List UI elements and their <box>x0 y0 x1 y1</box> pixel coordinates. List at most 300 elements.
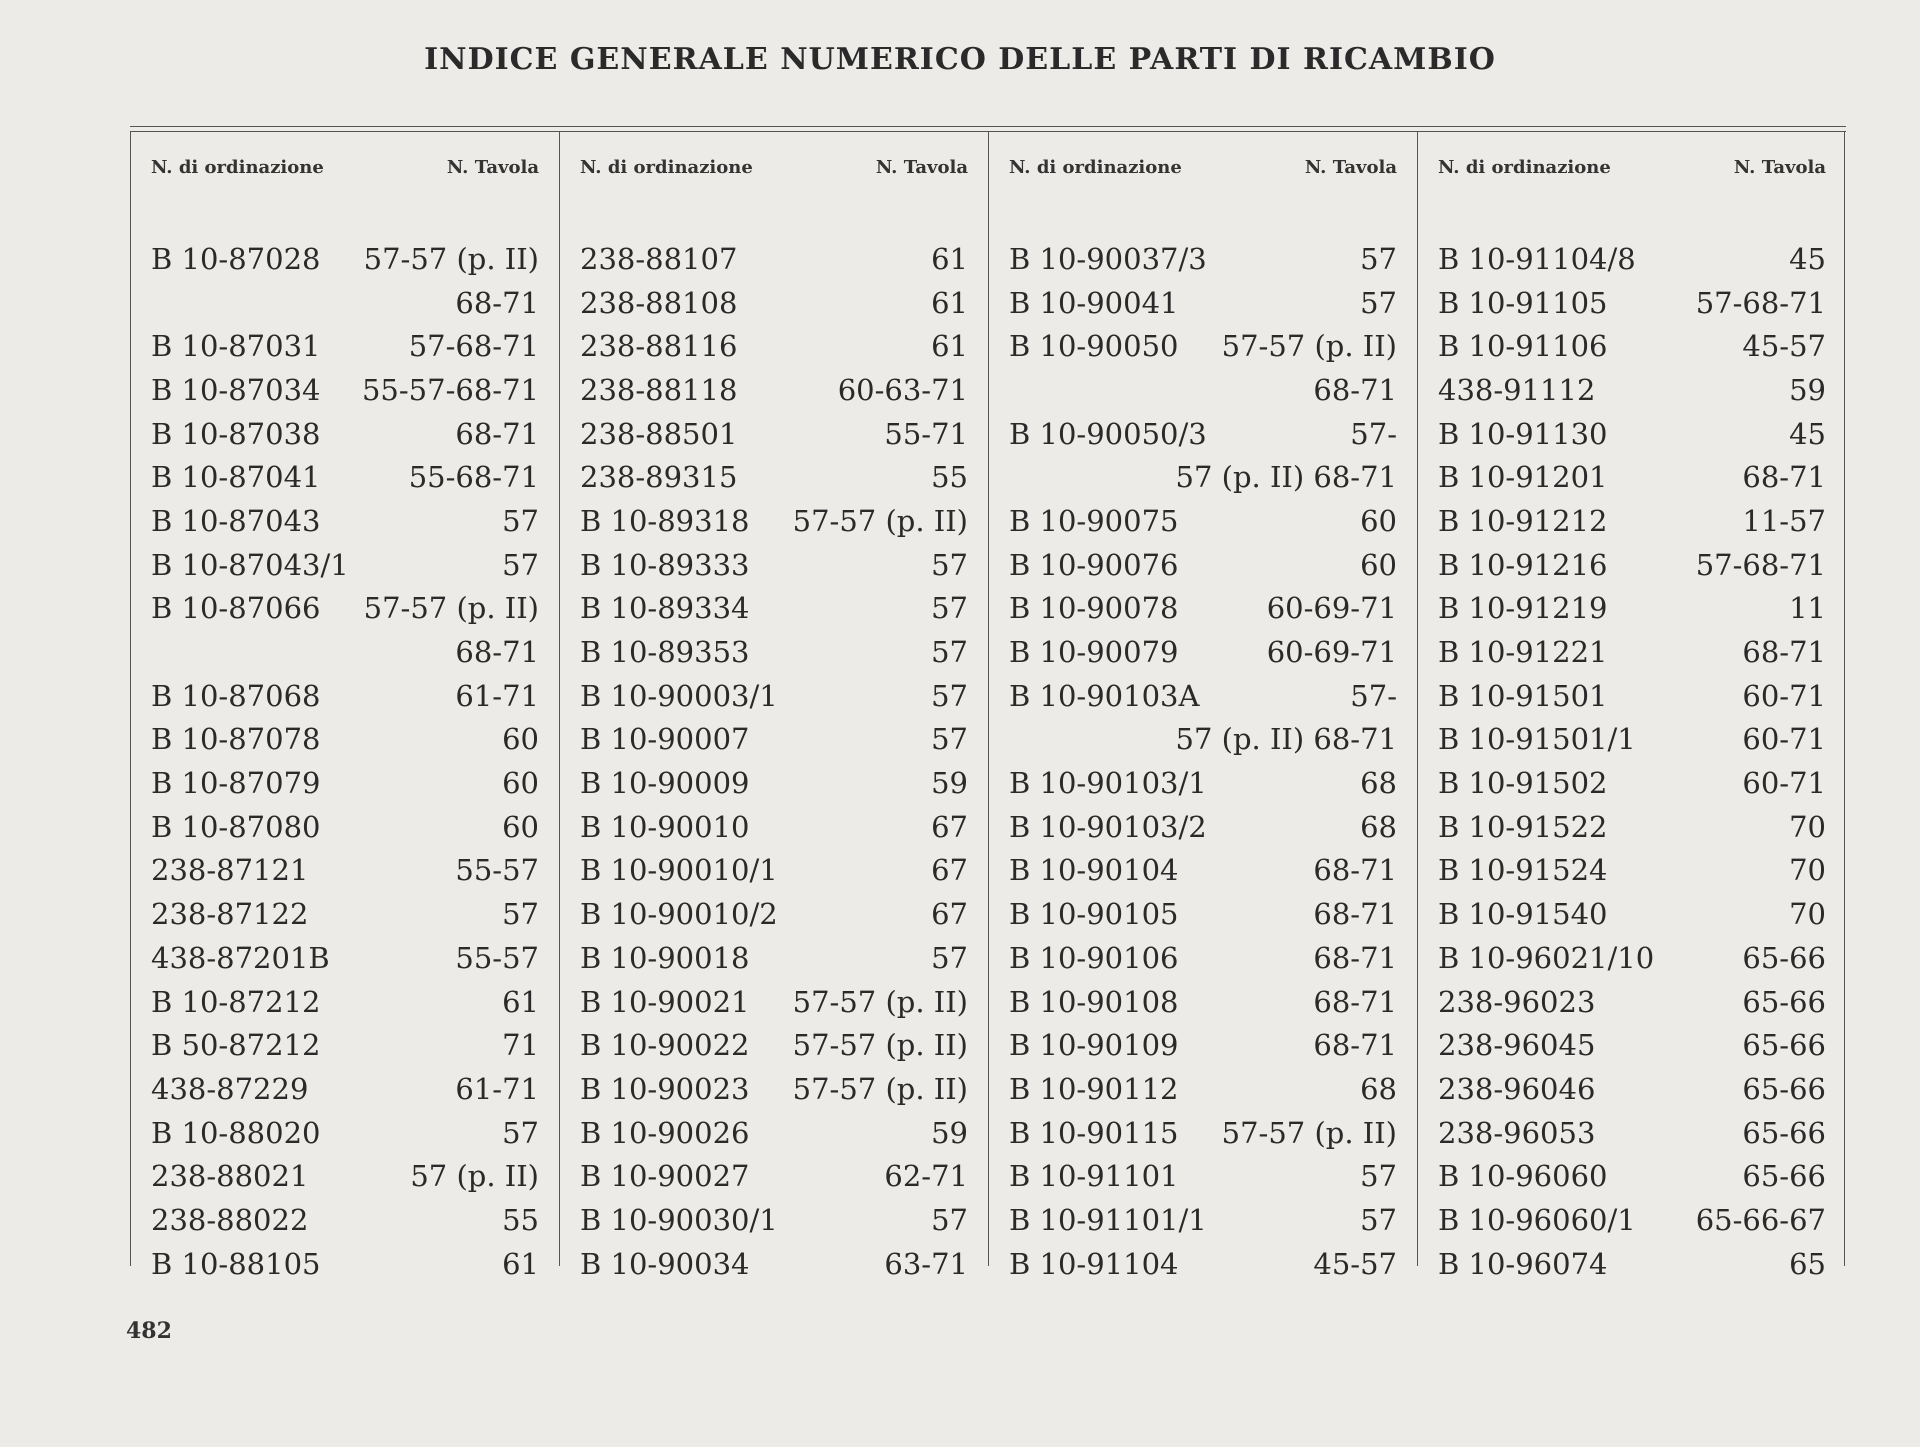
plate-number: 68-71 <box>1313 853 1397 888</box>
table-row <box>1418 324 1844 368</box>
table-row <box>131 237 557 281</box>
plate-number: 57 <box>1360 241 1397 276</box>
plate-number: 60-71 <box>1742 722 1826 757</box>
table-row <box>1418 1067 1844 1111</box>
table-row <box>1418 805 1844 849</box>
table-row <box>989 1242 1415 1286</box>
plate-number: 57 <box>931 722 968 757</box>
order-number: 238-96053 <box>1438 1115 1596 1150</box>
plate-number: 67 <box>931 809 968 844</box>
order-number: 238-96045 <box>1438 1028 1596 1063</box>
header-order-number: N. di ordinazione <box>1009 156 1182 178</box>
table-row <box>560 543 986 587</box>
order-number: B 10-90010/1 <box>580 853 778 888</box>
plate-number: 65-66 <box>1742 1028 1826 1063</box>
plate-number: 55 <box>502 1202 539 1237</box>
table-row <box>560 718 986 762</box>
plate-number: 57-57 (p. II) <box>792 1071 968 1106</box>
column-header <box>989 131 1415 203</box>
table-row <box>989 455 1415 499</box>
order-number: B 10-87041 <box>151 460 321 495</box>
order-number: B 10-87028 <box>151 241 321 276</box>
table-row <box>1418 630 1844 674</box>
header-plate-number: N. Tavola <box>875 156 968 178</box>
order-number: 238-88108 <box>580 285 738 320</box>
table-row <box>1418 455 1844 499</box>
table-row <box>989 499 1415 543</box>
order-number: B 10-96060/1 <box>1438 1202 1636 1237</box>
order-number: 238-88116 <box>580 329 738 364</box>
order-number: B 10-90009 <box>580 766 750 801</box>
order-number: B 10-91106 <box>1438 329 1608 364</box>
table-row <box>560 281 986 325</box>
order-number: B 10-90050 <box>1009 329 1179 364</box>
plate-number: 65-66 <box>1742 1071 1826 1106</box>
order-number: B 10-87068 <box>151 678 321 713</box>
table-row <box>1418 543 1844 587</box>
header-plate-number: N. Tavola <box>1304 156 1397 178</box>
order-number: B 10-90007 <box>580 722 750 757</box>
table-row <box>560 455 986 499</box>
order-number: B 10-88020 <box>151 1115 321 1150</box>
table-row <box>1418 849 1844 893</box>
table-row <box>560 324 986 368</box>
top-rule <box>130 126 1846 127</box>
plate-number: 11-57 <box>1742 503 1826 538</box>
plate-number: 61 <box>931 285 968 320</box>
order-number: B 10-89318 <box>580 503 750 538</box>
plate-number: 57-68-71 <box>1695 285 1826 320</box>
plate-number: 60 <box>502 722 539 757</box>
order-number: B 10-90003/1 <box>580 678 778 713</box>
table-row <box>1418 761 1844 805</box>
order-number: B 10-91540 <box>1438 897 1608 932</box>
plate-number: 65 <box>1789 1246 1826 1281</box>
plate-number: 68-71 <box>455 416 539 451</box>
plate-number: 57-57 (p. II) <box>1221 329 1397 364</box>
order-number: B 10-91212 <box>1438 503 1608 538</box>
plate-number: 68 <box>1360 1071 1397 1106</box>
table-row <box>131 412 557 456</box>
plate-number: 55-57 <box>455 940 539 975</box>
plate-number: 60 <box>502 809 539 844</box>
table-row <box>989 674 1415 718</box>
plate-number: 60-69-71 <box>1266 635 1397 670</box>
page-number: 482 <box>126 1318 172 1344</box>
table-row <box>1418 1242 1844 1286</box>
plate-number: 57-57 (p. II) <box>363 591 539 626</box>
plate-number: 57-57 (p. II) <box>363 241 539 276</box>
table-row <box>989 281 1415 325</box>
plate-number: 57-68-71 <box>408 329 539 364</box>
order-number: B 10-91104 <box>1009 1246 1179 1281</box>
order-number: B 10-90021 <box>580 984 750 1019</box>
table-row <box>131 1242 557 1286</box>
order-number: B 10-90023 <box>580 1071 750 1106</box>
table-row <box>1418 412 1844 456</box>
plate-number: 61 <box>502 1246 539 1281</box>
column-header <box>131 131 557 203</box>
column-header <box>1418 131 1844 203</box>
table-row <box>131 1111 557 1155</box>
table-row <box>131 761 557 805</box>
table-row <box>131 718 557 762</box>
plate-number: 59 <box>1789 372 1826 407</box>
order-number: B 10-91501/1 <box>1438 722 1636 757</box>
plate-number: 57 <box>1360 1159 1397 1194</box>
plate-number: 68-71 <box>1313 984 1397 1019</box>
table-row <box>1418 936 1844 980</box>
table-row <box>989 805 1415 849</box>
table-column <box>559 131 986 1281</box>
plate-number: 57 <box>931 635 968 670</box>
order-number: B 10-90104 <box>1009 853 1179 888</box>
order-number: B 10-91101/1 <box>1009 1202 1207 1237</box>
order-number: B 10-96021/10 <box>1438 940 1655 975</box>
plate-number: 57-57 (p. II) <box>1221 1115 1397 1150</box>
order-number: B 10-96074 <box>1438 1246 1608 1281</box>
plate-number: 57 <box>502 503 539 538</box>
plate-number: 57 <box>502 547 539 582</box>
table-row <box>989 1111 1415 1155</box>
plate-number: 55-57 <box>455 853 539 888</box>
order-number: B 10-91501 <box>1438 678 1608 713</box>
order-number: B 10-90010 <box>580 809 750 844</box>
plate-number: 45 <box>1789 416 1826 451</box>
table-row <box>560 1023 986 1067</box>
order-number: 238-87122 <box>151 897 309 932</box>
table-row <box>131 587 557 631</box>
table-row <box>560 368 986 412</box>
plate-number: 67 <box>931 853 968 888</box>
order-number: B 10-91104/8 <box>1438 241 1636 276</box>
table-row <box>131 630 557 674</box>
table-row <box>560 412 986 456</box>
plate-number: 68-71 <box>1313 897 1397 932</box>
table-row <box>560 849 986 893</box>
order-number: B 10-90105 <box>1009 897 1179 932</box>
order-number: B 10-91105 <box>1438 285 1608 320</box>
order-number: B 10-91219 <box>1438 591 1608 626</box>
plate-number: 60-71 <box>1742 678 1826 713</box>
order-number: B 10-90026 <box>580 1115 750 1150</box>
order-number: B 10-91502 <box>1438 766 1608 801</box>
header-order-number: N. di ordinazione <box>1438 156 1611 178</box>
plate-number: 71 <box>502 1028 539 1063</box>
table-row <box>131 1023 557 1067</box>
table-row <box>1418 499 1844 543</box>
table-row <box>989 892 1415 936</box>
order-number: B 10-90078 <box>1009 591 1179 626</box>
plate-number: 65-66-67 <box>1695 1202 1826 1237</box>
plate-number: 60 <box>1360 547 1397 582</box>
plate-number: 45-57 <box>1742 329 1826 364</box>
plate-number: 61 <box>502 984 539 1019</box>
order-number: B 10-89334 <box>580 591 750 626</box>
order-number: B 10-96060 <box>1438 1159 1608 1194</box>
plate-number: 55 <box>931 460 968 495</box>
table-row <box>1418 1154 1844 1198</box>
plate-number: 57-57 (p. II) <box>792 1028 968 1063</box>
table-row <box>131 805 557 849</box>
plate-number: 57 (p. II) 68-71 <box>1175 460 1397 495</box>
header-order-number: N. di ordinazione <box>151 156 324 178</box>
table-row <box>989 1067 1415 1111</box>
plate-number: 57 (p. II) <box>410 1159 539 1194</box>
plate-number: 68 <box>1360 766 1397 801</box>
plate-number: 62-71 <box>884 1159 968 1194</box>
order-number: 238-89315 <box>580 460 738 495</box>
plate-number: 59 <box>931 766 968 801</box>
table-row <box>1418 1023 1844 1067</box>
plate-number: 61 <box>931 329 968 364</box>
table-row <box>560 674 986 718</box>
plate-number: 67 <box>931 897 968 932</box>
order-number: B 10-90115 <box>1009 1115 1179 1150</box>
order-number: B 10-87079 <box>151 766 321 801</box>
table-row <box>989 1023 1415 1067</box>
order-number: 238-87121 <box>151 853 309 888</box>
table-row <box>131 1067 557 1111</box>
order-number: B 10-90103A <box>1009 678 1200 713</box>
table-row <box>1418 587 1844 631</box>
plate-number: 55-71 <box>884 416 968 451</box>
table-row <box>989 543 1415 587</box>
table-row <box>560 1154 986 1198</box>
table-row <box>560 980 986 1024</box>
plate-number: 65-66 <box>1742 1115 1826 1150</box>
plate-number: 70 <box>1789 897 1826 932</box>
table-row <box>131 980 557 1024</box>
plate-number: 45-57 <box>1313 1246 1397 1281</box>
table-row <box>1418 368 1844 412</box>
plate-number: 57-68-71 <box>1695 547 1826 582</box>
table-row <box>131 849 557 893</box>
order-number: B 10-90022 <box>580 1028 750 1063</box>
plate-number: 68-71 <box>1313 372 1397 407</box>
order-number: B 10-90103/1 <box>1009 766 1207 801</box>
table-row <box>989 237 1415 281</box>
order-number: B 10-91101 <box>1009 1159 1179 1194</box>
plate-number: 57 <box>931 940 968 975</box>
plate-number: 65-66 <box>1742 984 1826 1019</box>
table-row <box>560 892 986 936</box>
order-number: B 10-91216 <box>1438 547 1608 582</box>
plate-number: 63-71 <box>884 1246 968 1281</box>
plate-number: 57 <box>931 678 968 713</box>
plate-number: 57 <box>1360 1202 1397 1237</box>
table-row <box>1418 980 1844 1024</box>
plate-number: 61-71 <box>455 1071 539 1106</box>
table-row <box>560 499 986 543</box>
order-number: 438-91112 <box>1438 372 1596 407</box>
table-row <box>131 455 557 499</box>
plate-number: 70 <box>1789 853 1826 888</box>
plate-number: 57 <box>1360 285 1397 320</box>
table-row <box>989 630 1415 674</box>
order-number: B 10-90034 <box>580 1246 750 1281</box>
table-row <box>560 1242 986 1286</box>
order-number: B 10-90027 <box>580 1159 750 1194</box>
table-row <box>131 543 557 587</box>
plate-number: 57 (p. II) 68-71 <box>1175 722 1397 757</box>
column-header <box>560 131 986 203</box>
table-row <box>989 412 1415 456</box>
plate-number: 68-71 <box>1313 1028 1397 1063</box>
plate-number: 11 <box>1789 591 1826 626</box>
order-number: B 10-90112 <box>1009 1071 1179 1106</box>
order-number: B 10-91221 <box>1438 635 1608 670</box>
plate-number: 68 <box>1360 809 1397 844</box>
table-row <box>131 674 557 718</box>
table-row <box>1418 237 1844 281</box>
plate-number: 61 <box>931 241 968 276</box>
table-row <box>131 892 557 936</box>
table-column <box>1417 131 1845 1281</box>
plate-number: 60 <box>502 766 539 801</box>
table-row <box>560 587 986 631</box>
table-row <box>560 237 986 281</box>
table-row <box>989 368 1415 412</box>
order-number: 238-88021 <box>151 1159 309 1194</box>
header-plate-number: N. Tavola <box>446 156 539 178</box>
order-number: B 10-90075 <box>1009 503 1179 538</box>
plate-number: 68-71 <box>1742 635 1826 670</box>
page-title: INDICE GENERALE NUMERICO DELLE PARTI DI RICAMBIO <box>424 42 1496 77</box>
table-row <box>1418 892 1844 936</box>
order-number: B 10-90030/1 <box>580 1202 778 1237</box>
plate-number: 60-63-71 <box>837 372 968 407</box>
plate-number: 65-66 <box>1742 1159 1826 1194</box>
parts-index-table <box>130 126 1846 1281</box>
header-plate-number: N. Tavola <box>1733 156 1826 178</box>
plate-number: 60-71 <box>1742 766 1826 801</box>
order-number: B 10-90108 <box>1009 984 1179 1019</box>
order-number: 238-96046 <box>1438 1071 1596 1106</box>
plate-number: 68-71 <box>455 285 539 320</box>
table-row <box>560 761 986 805</box>
plate-number: 61-71 <box>455 678 539 713</box>
plate-number: 65-66 <box>1742 940 1826 975</box>
table-row <box>131 324 557 368</box>
table-row <box>1418 1198 1844 1242</box>
table-row <box>989 980 1415 1024</box>
plate-number: 45 <box>1789 241 1826 276</box>
table-row <box>1418 1111 1844 1155</box>
table-row <box>989 849 1415 893</box>
table-row <box>131 281 557 325</box>
order-number: B 10-91522 <box>1438 809 1608 844</box>
plate-number: 59 <box>931 1115 968 1150</box>
order-number: 438-87229 <box>151 1071 309 1106</box>
order-number: B 10-90041 <box>1009 285 1179 320</box>
order-number: B 10-87043 <box>151 503 321 538</box>
order-number: B 10-91130 <box>1438 416 1608 451</box>
table-row <box>560 936 986 980</box>
table-row <box>989 936 1415 980</box>
order-number: B 10-90079 <box>1009 635 1179 670</box>
table-row <box>560 1198 986 1242</box>
table-row <box>560 1111 986 1155</box>
order-number: B 10-90050/3 <box>1009 416 1207 451</box>
plate-number: 68-71 <box>455 635 539 670</box>
order-number: B 10-91524 <box>1438 853 1608 888</box>
table-column <box>988 131 1415 1281</box>
order-number: B 10-90076 <box>1009 547 1179 582</box>
order-number: 438-87201B <box>151 940 330 975</box>
plate-number: 57 <box>502 897 539 932</box>
plate-number: 60-69-71 <box>1266 591 1397 626</box>
plate-number: 57- <box>1350 678 1397 713</box>
order-number: B 10-90109 <box>1009 1028 1179 1063</box>
plate-number: 68-71 <box>1313 940 1397 975</box>
plate-number: 57- <box>1350 416 1397 451</box>
order-number: B 10-91201 <box>1438 460 1608 495</box>
order-number: B 10-87038 <box>151 416 321 451</box>
order-number: B 10-90010/2 <box>580 897 778 932</box>
order-number: B 10-90018 <box>580 940 750 975</box>
plate-number: 57 <box>931 547 968 582</box>
table-row <box>989 1154 1415 1198</box>
order-number: B 10-87066 <box>151 591 321 626</box>
table-row <box>989 761 1415 805</box>
table-row <box>989 1198 1415 1242</box>
table-column <box>130 131 557 1281</box>
order-number: B 50-87212 <box>151 1028 321 1063</box>
plate-number: 55-68-71 <box>408 460 539 495</box>
plate-number: 55-57-68-71 <box>361 372 539 407</box>
order-number: 238-88107 <box>580 241 738 276</box>
table-row <box>131 936 557 980</box>
plate-number: 68-71 <box>1742 460 1826 495</box>
order-number: B 10-88105 <box>151 1246 321 1281</box>
order-number: 238-88022 <box>151 1202 309 1237</box>
table-row <box>560 1067 986 1111</box>
table-row <box>989 324 1415 368</box>
table-row <box>131 1198 557 1242</box>
order-number: B 10-87212 <box>151 984 321 1019</box>
order-number: 238-88501 <box>580 416 738 451</box>
plate-number: 57 <box>931 591 968 626</box>
order-number: B 10-90037/3 <box>1009 241 1207 276</box>
table-row <box>1418 718 1844 762</box>
plate-number: 57-57 (p. II) <box>792 984 968 1019</box>
order-number: B 10-87080 <box>151 809 321 844</box>
table-row <box>1418 281 1844 325</box>
table-row <box>989 718 1415 762</box>
table-row <box>1418 674 1844 718</box>
table-row <box>560 630 986 674</box>
plate-number: 57 <box>502 1115 539 1150</box>
order-number: B 10-87043/1 <box>151 547 349 582</box>
table-row <box>560 805 986 849</box>
table-row <box>131 1154 557 1198</box>
order-number: B 10-87034 <box>151 372 321 407</box>
order-number: B 10-89353 <box>580 635 750 670</box>
table-row <box>131 499 557 543</box>
plate-number: 60 <box>1360 503 1397 538</box>
header-order-number: N. di ordinazione <box>580 156 753 178</box>
order-number: B 10-90103/2 <box>1009 809 1207 844</box>
order-number: B 10-87031 <box>151 329 321 364</box>
order-number: B 10-89333 <box>580 547 750 582</box>
order-number: 238-96023 <box>1438 984 1596 1019</box>
table-row <box>131 368 557 412</box>
order-number: B 10-87078 <box>151 722 321 757</box>
plate-number: 57 <box>931 1202 968 1237</box>
order-number: 238-88118 <box>580 372 738 407</box>
plate-number: 70 <box>1789 809 1826 844</box>
